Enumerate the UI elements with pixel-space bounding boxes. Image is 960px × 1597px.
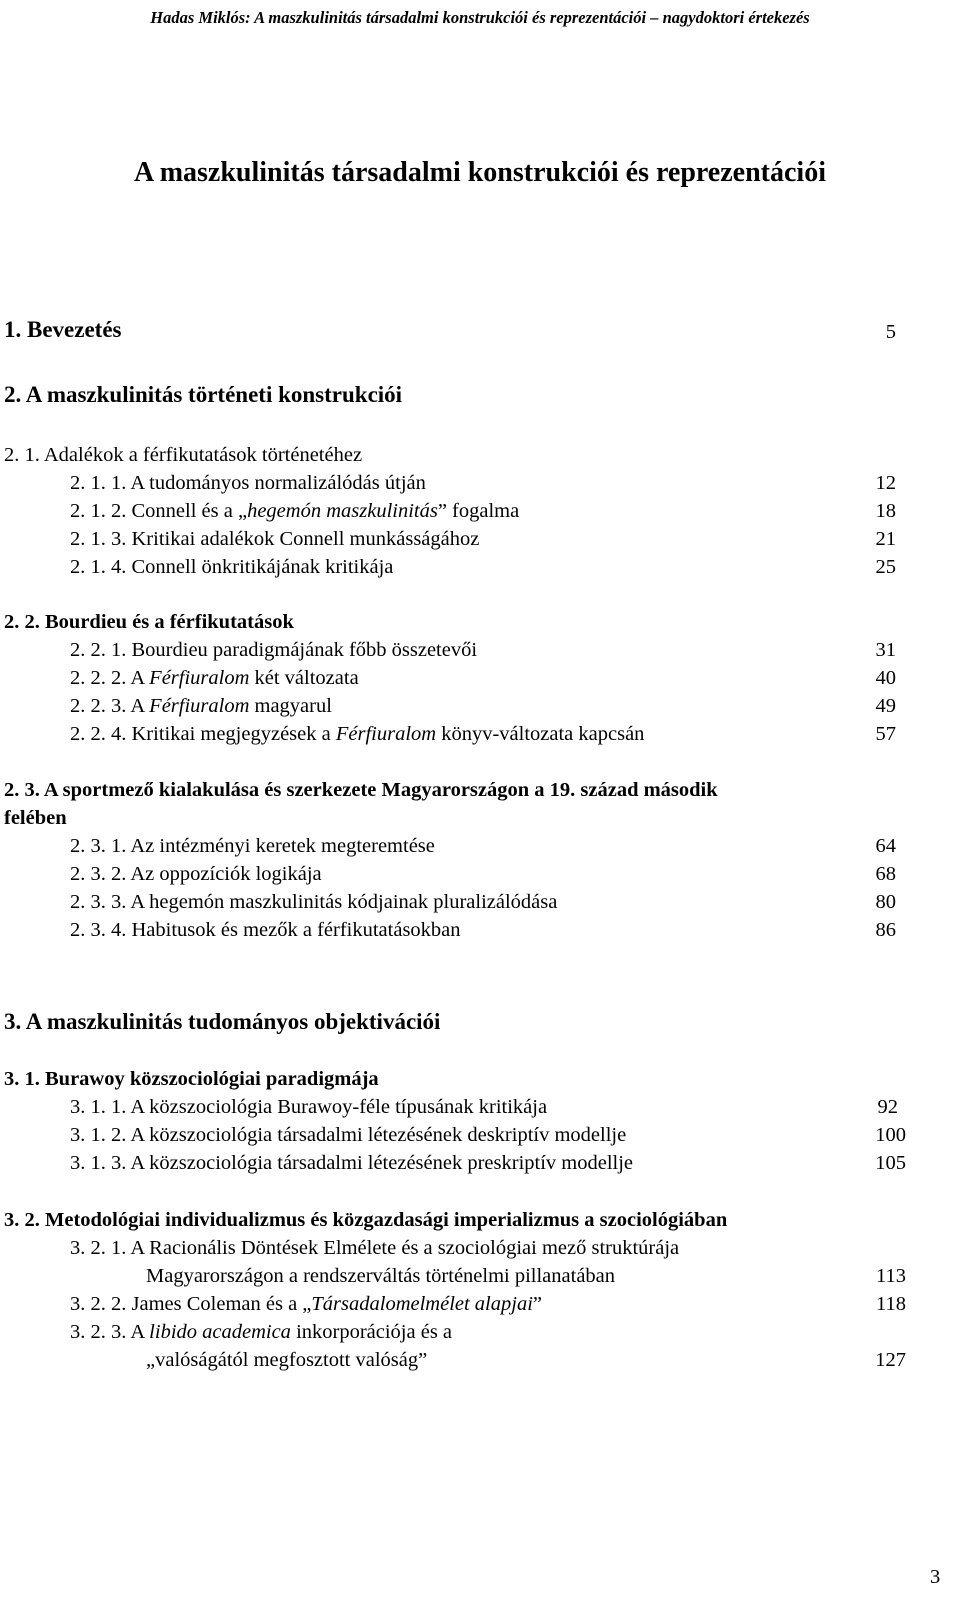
toc-entry-2-3-2: 2. 3. 2. Az oppozíciók logikája bbox=[70, 863, 322, 885]
toc-page-2-1-1: 12 bbox=[875, 472, 896, 494]
toc-page-2-2-3: 49 bbox=[875, 695, 896, 717]
document-title: A maszkulinitás társadalmi konstrukciói és reprezentációi bbox=[134, 157, 826, 188]
toc-entry-3-2-1-cont: Magyarországon a rendszerváltás történelmi pillanatában bbox=[146, 1265, 616, 1287]
toc-entry-3-2-3: 3. 2. 3. A libido academica inkorporációja és a bbox=[70, 1321, 453, 1343]
toc-page-3-1-1: 92 bbox=[877, 1096, 898, 1118]
toc-entry-3-2: 3. 2. Metodológiai individualizmus és közgazdasági imperializmus a szociológiában bbox=[4, 1209, 728, 1231]
toc-page-3-2-2: 118 bbox=[876, 1293, 906, 1315]
toc-entry-2-3-1: 2. 3. 1. Az intézményi keretek megteremtése bbox=[70, 835, 435, 857]
toc-page-2-2-2: 40 bbox=[875, 667, 896, 689]
toc-entry-2-1-4: 2. 1. 4. Connell önkritikájának kritikája bbox=[70, 556, 394, 578]
toc-page-3-2-3: 127 bbox=[875, 1349, 906, 1371]
toc-entry-3-2-2: 3. 2. 2. James Coleman és a „Társadalomelmélet alapjai” bbox=[70, 1293, 543, 1315]
toc-page-2-3-1: 64 bbox=[875, 835, 896, 857]
toc-entry-2-2-1: 2. 2. 1. Bourdieu paradigmájának főbb összetevői bbox=[70, 639, 478, 661]
toc-entry-2-1: 2. 1. Adalékok a férfikutatások történetéhez bbox=[4, 444, 363, 466]
running-header: Hadas Miklós: A maszkulinitás társadalmi konstrukciói és reprezentációi – nagydoktori értekezés bbox=[150, 8, 810, 27]
toc-page-2-1-2: 18 bbox=[875, 500, 896, 522]
toc-entry-1: 1. Bevezetés bbox=[4, 317, 122, 342]
toc-entry-2-2-3: 2. 2. 3. A Férfiuralom magyarul bbox=[70, 695, 332, 717]
toc-entry-3-2-3-cont: „valóságától megfosztott valóság” bbox=[146, 1349, 428, 1371]
toc-page-2-2-1: 31 bbox=[875, 639, 896, 661]
toc-entry-3-1-2: 3. 1. 2. A közszociológia társadalmi létezésének deskriptív modellje bbox=[70, 1124, 627, 1146]
toc-entry-3: 3. A maszkulinitás tudományos objektivációi bbox=[4, 1009, 441, 1034]
toc-entry-2-3-4: 2. 3. 4. Habitusok és mezők a férfikutatásokban bbox=[70, 919, 461, 941]
toc-page-2-2-4: 57 bbox=[875, 723, 896, 745]
toc-page-2-3-4: 86 bbox=[875, 919, 896, 941]
toc-page-3-1-3: 105 bbox=[875, 1152, 906, 1174]
toc-page-1: 5 bbox=[885, 321, 896, 343]
toc-page-2-1-3: 21 bbox=[875, 528, 896, 550]
toc-entry-3-1: 3. 1. Burawoy közszociológiai paradigmája bbox=[4, 1068, 379, 1090]
toc-page-3-2-1: 113 bbox=[876, 1265, 906, 1287]
toc-entry-2-1-3: 2. 1. 3. Kritikai adalékok Connell munkásságához bbox=[70, 528, 480, 550]
toc-entry-2-3: 2. 3. A sportmező kialakulása és szerkezete Magyarországon a 19. század második bbox=[4, 779, 718, 801]
toc-entry-2-2-2: 2. 2. 2. A Férfiuralom két változata bbox=[70, 667, 359, 689]
toc-entry-3-1-3: 3. 1. 3. A közszociológia társadalmi létezésének preskriptív modellje bbox=[70, 1152, 634, 1174]
toc-entry-2-3-cont: felében bbox=[4, 807, 67, 829]
toc-page-3-1-2: 100 bbox=[875, 1124, 906, 1146]
toc-entry-2-3-3: 2. 3. 3. A hegemón maszkulinitás kódjainak pluralizálódása bbox=[70, 891, 558, 913]
toc-entry-2-2: 2. 2. Bourdieu és a férfikutatások bbox=[4, 611, 294, 633]
toc-page-2-1-4: 25 bbox=[875, 556, 896, 578]
toc-entry-2-2-4: 2. 2. 4. Kritikai megjegyzések a Férfiuralom könyv-változata kapcsán bbox=[70, 723, 645, 745]
toc-entry-2-1-1: 2. 1. 1. A tudományos normalizálódás útján bbox=[70, 472, 426, 494]
page-number: 3 bbox=[930, 1566, 941, 1588]
toc-entry-2-1-2: 2. 1. 2. Connell és a „hegemón maszkulinitás” fogalma bbox=[70, 500, 520, 522]
toc-page-2-3-2: 68 bbox=[875, 863, 896, 885]
toc-entry-3-1-1: 3. 1. 1. A közszociológia Burawoy-féle típusának kritikája bbox=[70, 1096, 548, 1118]
toc-entry-3-2-1: 3. 2. 1. A Racionális Döntések Elmélete és a szociológiai mező struktúrája bbox=[70, 1237, 680, 1259]
toc-entry-2: 2. A maszkulinitás történeti konstrukciói bbox=[4, 382, 403, 407]
toc-page-2-3-3: 80 bbox=[875, 891, 896, 913]
